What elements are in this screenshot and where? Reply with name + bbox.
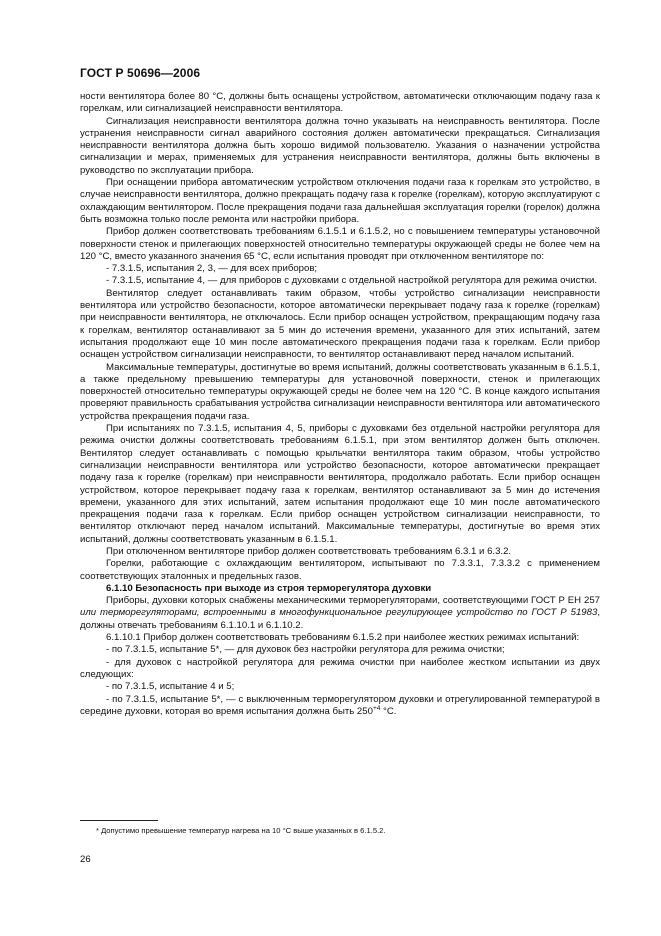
paragraph: Горелки, работающие с охлаждающим вентилятором, испытывают по 7.3.3.1, 7.3.3.2 с применением соответствующих эталонных и предельных газов.: [80, 558, 600, 582]
list-item: - 7.3.1.5, испытание 4, — для приборов с духовками с отдельной настройкой регулятора для режима очистки.: [106, 275, 597, 287]
list-item: - по 7.3.1.5, испытание 5*, — для духовок без настройки регулятора для режима очистки;: [106, 644, 505, 656]
page-number: 26: [80, 854, 91, 865]
list-item: [80, 694, 600, 719]
paragraph: При отключенном вентиляторе прибор должен соответствовать требованиям 6.3.1 и 6.3.2.: [106, 545, 512, 557]
paragraph-gost: [80, 595, 600, 632]
footnote-separator: [80, 820, 158, 821]
list-item: - по 7.3.1.5, испытание 4 и 5;: [106, 681, 235, 693]
paragraph: ности вентилятора более 80 °С, должны быть оснащены устройством, автоматически отключающим подачу газа к горелкам, или сигнализацией неисправности вентилятора.: [80, 91, 600, 115]
subsection-paragraph: 6.1.10.1 Прибор должен соответствовать требованиям 6.1.5.2 при наиболее жестких режимах испытаний:: [106, 632, 580, 644]
list-item: - 7.3.1.5, испытания 2, 3, — для всех приборов;: [106, 263, 318, 275]
paragraph: При оснащении прибора автоматическим устройством отключения подачи газа к горелкам это устройство, в случае неисправности вентилятора, должно прекращать подачу газа к горелке (горелкам), которую эксплуатируют с охлаждающим вентилятором. После прекращения подачи газа дальнейшая эксплуатация горелки (горелок) должна быть возможна только после ремонта или настройки прибора.: [80, 177, 600, 225]
document-header: ГОСТ Р 50696—2006: [80, 66, 201, 80]
section-heading: 6.1.10 Безопасность при выходе из строя терморегулятора духовки: [106, 582, 432, 594]
list-item: - для духовок с настройкой регулятора для режима очистки при наиболее жестком испытании из двух следующих:: [80, 656, 600, 680]
text-run: , должны отвечать требованиям 6.1.10.1 и 6.1.10.2.: [80, 607, 600, 631]
superscript-tolerance: +4: [372, 704, 381, 712]
text-run: - по 7.3.1.5, испытание 5*, — с выключенным терморегулятором духовки и отрегулированной температурой в середине духовки, которая во время испытания должна быть 250: [80, 693, 600, 717]
footnote: * Допустимо превышение температур нагрева на 10 °С выше указанных в 6.1.5.2.: [96, 826, 386, 835]
text-run: Приборы, духовки которых снабжены механическими терморегуляторами, соответствующими ГОСТ Р ЕН 257: [106, 595, 600, 607]
paragraph: При испытаниях по 7.3.1.5, испытания 4, 5, приборы с духовками без отдельной настройки регулятора для режима очистки должны соответствовать требованиям 6.1.5.1, при этом вентилятор должен быть отключен. Вентилятор следует останавливать с помощью крыльчатки вентилятора таким образом, чтобы устройство сигнализации неисправности вентилятора или устройство безопасности, которое автоматически прекращает подачу газа к горелке (горелкам) при неисправности вентилятора, продолжало работать. Если прибор оснащен устройством, которое перекрывает подачу газа к горелкам, вентилятор останавливают за 5 мин до истечения времени, указанного для этих испытаний, затем испытания продолжают еще 10 мин после автоматического прекращения подачи газа к горелкам. Если прибор оснащен устройством сигнализации неисправности, то вентилятор отключают перед началом испытаний. Максимальные температуры, достигнутые во время этих испытаний, должны соответствовать указанным в 6.1.5.1.: [80, 423, 600, 545]
text-run: °С.: [380, 705, 397, 717]
italic-text-run: или терморегуляторами, встроенными в многофункциональное регулирующее устройство по ГОСТ Р 51983: [80, 607, 598, 619]
paragraph: Прибор должен соответствовать требованиям 6.1.5.1 и 6.1.5.2, но с повышением температуры установочной поверхности стенок и прилегающих поверхностей относительно температуры окружающей среды не более чем на 120 °С, вместо указанного значения 65 °С, если испытания проводят при отключенном вентиляторе по:: [80, 226, 600, 262]
paragraph: Максимальные температуры, достигнутые во время испытаний, должны соответствовать указанным в 6.1.5.1, а также предельному превышению температуры для установочной поверхности, стенок и прилегающих поверхностей относительно температуры окружающей среды не более чем на 120 °С. В конце каждого испытания проверяют правильность срабатывания устройства сигнализации неисправности вентилятора или автоматического устройства прекращения подачи газа.: [80, 361, 600, 422]
paragraph: Сигнализация неисправности вентилятора должна точно указывать на неисправность вентилятора. После устранения неисправности сигнал аварийного состояния должен автоматически прекращаться. Сигнализация неисправности вентилятора должна быть хорошо видимой пользователю. Указания о назначении устройства сигнализации и мерах, применяемых для устранения неисправности вентилятора, должны быть включены в руководство по эксплуатации прибора.: [80, 115, 600, 176]
paragraph: Вентилятор следует останавливать таким образом, чтобы устройство сигнализации неисправности вентилятора или устройство безопасности, которое автоматически перекрывает подачу газа к горелке (горелкам) при неисправности вентилятора, не отключалось. Если прибор оснащен устройством, прекращающим подачу газа к горелкам, вентилятор останавливают за 5 мин до истечения времени, указанного для этих испытаний, затем испытания продолжают еще 10 мин после автоматического прекращения подачи газа к горелкам. Если прибор оснащен устройством сигнализации неисправности, то вентилятор останавливают перед началом испытаний.: [80, 287, 600, 361]
body-text: [80, 91, 600, 718]
